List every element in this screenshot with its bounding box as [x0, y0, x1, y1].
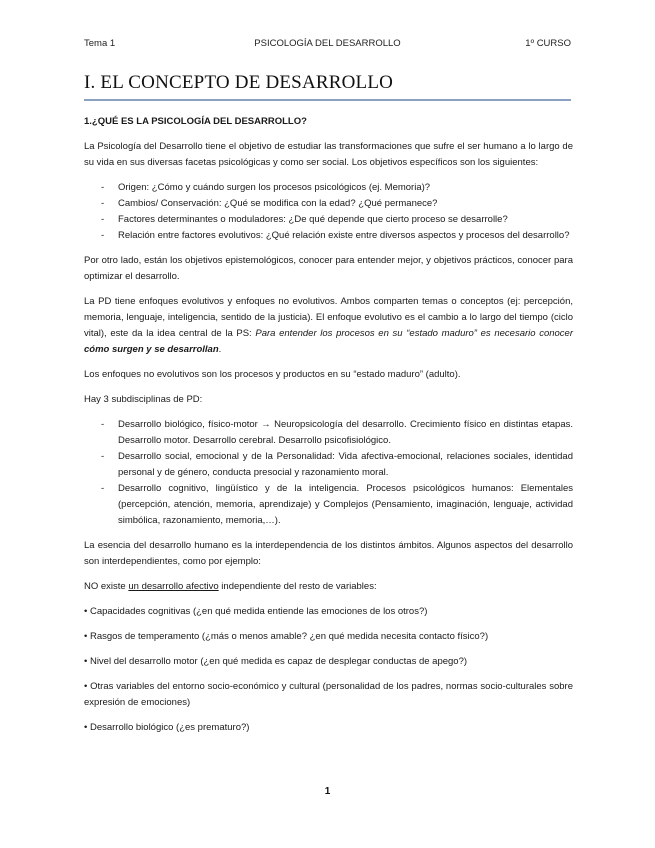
- no-existe-paragraph: [84, 579, 573, 595]
- essence-paragraph: La esencia del desarrollo humano es la interdependencia de los distintos ámbitos. Algunos aspectos del desarrollo son interdependientes, como por ejemplo:: [84, 540, 573, 567]
- objectives-list: [84, 180, 573, 244]
- list-item: - Relación entre factores evolutivos: ¿Qué relación existe entre diversos aspectos y procesos del desarrollo?: [84, 228, 573, 244]
- epistemic-paragraph: Por otro lado, están los objetivos epistemológicos, conocer para entender mejor, y objetivos prácticos, conocer para optimizar el desarrollo.: [84, 255, 573, 282]
- approaches-italic: Para entender los procesos en su “estado maduro” es necesario conocer: [255, 328, 573, 339]
- page-number: 1: [324, 786, 331, 797]
- header-course: 1º CURSO: [525, 38, 571, 49]
- section-heading: 1.¿QUÉ ES LA PSICOLOGÍA DEL DESARROLLO?: [84, 116, 307, 127]
- bullet-item: • Otras variables del entorno socio-económico y cultural (personalidad de los padres, normas socio-culturales sobre expresión de emociones): [84, 681, 573, 708]
- intro-paragraph: La Psicología del Desarrollo tiene el objetivo de estudiar las transformaciones que sufre el ser humano a lo largo de su vida en sus diversas facetas psicológicas y como ser social. Los objetivos específicos son los siguientes:: [84, 141, 573, 168]
- header-subject: PSICOLOGÍA DEL DESARROLLO: [254, 38, 401, 49]
- header-topic: Tema 1: [84, 38, 116, 49]
- document-body: [84, 114, 573, 745]
- approaches-end: .: [218, 344, 222, 355]
- page-title: I. EL CONCEPTO DE DESARROLLO: [84, 72, 571, 101]
- list-item: - Desarrollo cognitivo, lingüístico y de la inteligencia. Procesos psicológicos humanos: Elementales (percepción, atención, memoria, aprendizaje) y Complejos (Pensamiento, imaginación, lenguaje, actividad simbólica, razonamiento, memoria,…).: [84, 481, 573, 529]
- no-existe-underlined: un desarrollo afectivo: [128, 581, 219, 592]
- bullet-item: • Nivel del desarrollo motor (¿en qué medida es capaz de desplegar conductas de apego?): [84, 656, 468, 667]
- bullet-item: • Capacidades cognitivas (¿en qué medida entiende las emociones de los otros?): [84, 606, 428, 617]
- list-item: - Desarrollo social, emocional y de la Personalidad: Vida afectiva-emocional, relaciones sociales, identidad personal y de género, conducta presocial y razonamiento moral.: [84, 449, 573, 481]
- no-existe-text: NO existe: [84, 581, 129, 592]
- list-item: - Factores determinantes o moduladores: ¿De qué depende que cierto proceso se desarrolle?: [84, 212, 573, 228]
- page-header: [84, 38, 571, 52]
- non-evolutive-paragraph: Los enfoques no evolutivos son los procesos y productos en su “estado maduro” (adulto).: [84, 369, 461, 380]
- bullet-item: • Desarrollo biológico (¿es prematuro?): [84, 722, 250, 733]
- bullet-item: • Rasgos de temperamento (¿más o menos amable? ¿en qué medida necesita contacto físico?): [84, 631, 489, 642]
- approaches-paragraph: [84, 294, 573, 358]
- list-item: - Origen: ¿Cómo y cuándo surgen los procesos psicológicos (ej. Memoria)?: [84, 180, 573, 196]
- no-existe-end: independiente del resto de variables:: [218, 581, 377, 592]
- approaches-text: La PD tiene enfoques evolutivos y enfoques no evolutivos. Ambos comparten temas o conceptos (ej: percepción, memoria, lenguaje, inteligencia, sentido de la justicia). El enfoque evolutivo es el cambio a lo largo del tiempo (ciclo vital), este da la idea central de la PS:: [84, 296, 573, 339]
- approaches-bold-italic: cómo surgen y se desarrollan: [84, 344, 219, 355]
- list-item: - Desarrollo biológico, físico-motor → Neuropsicología del desarrollo. Crecimiento físico en distintas etapas. Desarrollo motor. Desarrollo cerebral. Desarrollo psicofisiológico.: [84, 417, 573, 449]
- subdisciplines-intro: Hay 3 subdisciplinas de PD:: [84, 394, 203, 405]
- subdisciplines-list: [84, 417, 573, 529]
- list-item: - Cambios/ Conservación: ¿Qué se modifica con la edad? ¿Qué permanece?: [84, 196, 573, 212]
